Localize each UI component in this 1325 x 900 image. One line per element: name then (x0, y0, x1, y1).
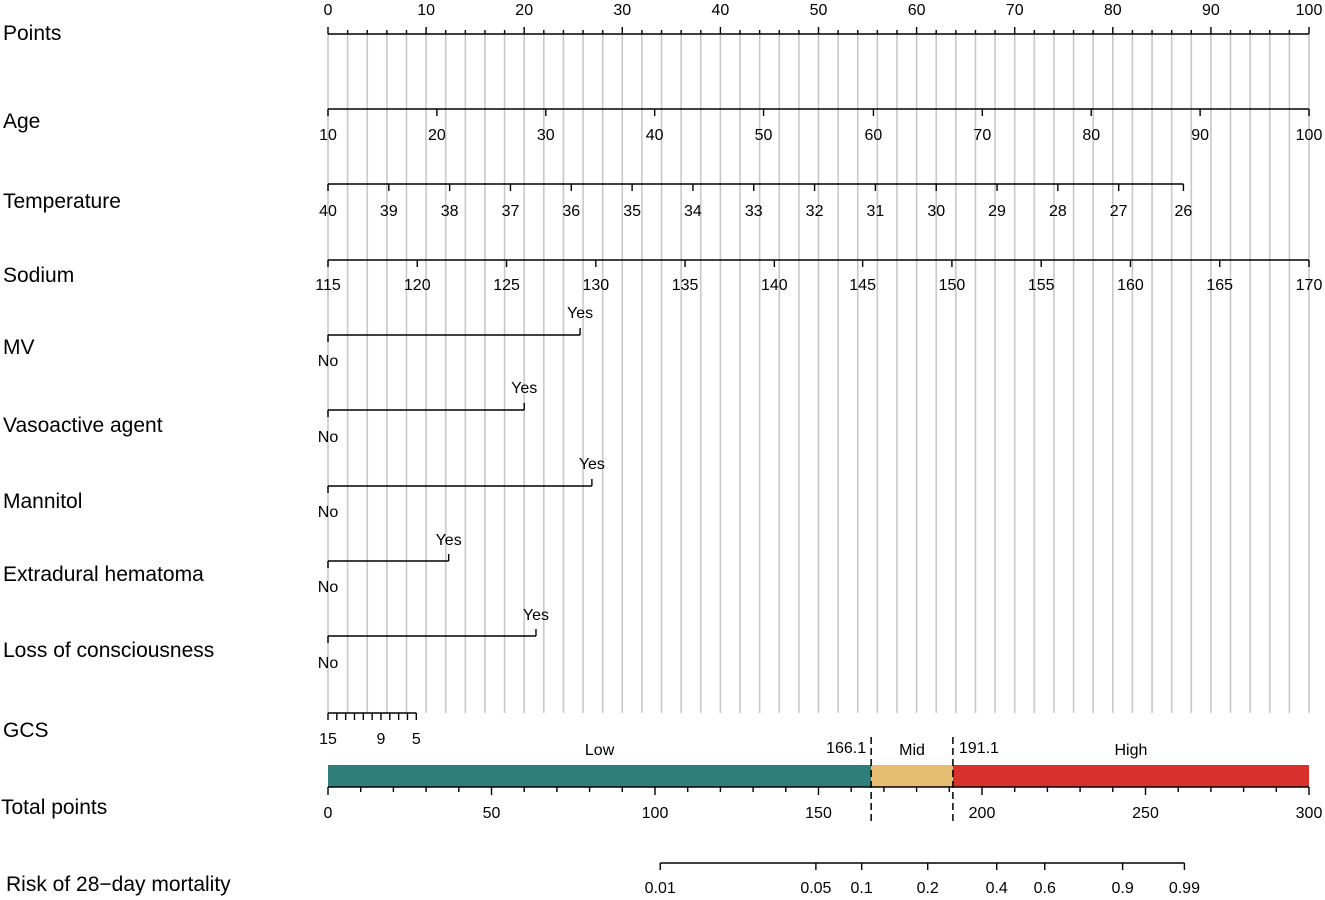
age-tick-label: 20 (427, 127, 446, 144)
cutoff-label: 191.1 (958, 740, 999, 757)
risk-tick-label: 0.6 (1033, 880, 1056, 897)
mannitol-no-label: No (317, 504, 339, 521)
sodium-tick-label: 125 (493, 277, 520, 294)
points-tick-label: 60 (907, 2, 926, 19)
sodium-tick-label: 145 (849, 277, 876, 294)
cutoff-label: 166.1 (826, 740, 867, 757)
temperature-tick-label: 32 (805, 203, 824, 220)
points-tick-label: 30 (613, 2, 632, 19)
vasoactive-agent-no-label: No (317, 429, 339, 446)
sodium-tick-label: 130 (582, 277, 610, 294)
mv-label: MV (3, 336, 35, 359)
age-tick-label: 40 (645, 127, 664, 144)
points-tick-label: 20 (515, 2, 534, 19)
age-tick-label: 70 (973, 127, 992, 144)
extradural-hematoma-label: Extradural hematoma (3, 563, 204, 586)
mv-yes-label: Yes (567, 305, 594, 322)
risk-group-high-label: High (1114, 742, 1148, 759)
points-tick-label: 90 (1202, 2, 1220, 19)
temperature-tick-label: 29 (988, 203, 1006, 220)
risk-tick-label: 0.05 (800, 880, 832, 897)
temperature-tick-label: 40 (319, 203, 337, 220)
temperature-tick-label: 26 (1174, 203, 1193, 220)
points-tick-label: 100 (1295, 2, 1323, 19)
temperature-tick-label: 27 (1109, 203, 1128, 220)
temperature-tick-label: 31 (866, 203, 885, 220)
risk-tick-label: 0.1 (850, 880, 873, 897)
risk-axis-label: Risk of 28−day mortality (6, 873, 231, 896)
points-tick-label: 70 (1005, 2, 1024, 19)
loss-of-consciousness-yes-label: Yes (522, 607, 550, 624)
risk-group-mid-label: Mid (899, 742, 925, 759)
sodium-tick-label: 140 (761, 277, 788, 294)
age-tick-label: 50 (754, 127, 773, 144)
risk-group-mid-bar (871, 765, 953, 787)
sodium-tick-label: 120 (403, 277, 431, 294)
gcs-tick-label: 9 (376, 731, 386, 748)
total-points-label: Total points (1, 796, 108, 819)
risk-tick-label: 0.4 (985, 880, 1008, 897)
age-tick-label: 90 (1191, 127, 1210, 144)
sodium-tick-label: 165 (1206, 277, 1234, 294)
total-tick-label: 0 (323, 805, 333, 822)
total-tick-label: 100 (641, 805, 669, 822)
temperature-tick-label: 38 (440, 203, 459, 220)
extradural-hematoma-yes-label: Yes (435, 532, 462, 549)
points-axis-label: Points (3, 22, 62, 45)
temperature-label: Temperature (3, 190, 121, 213)
temperature-tick-label: 28 (1048, 203, 1067, 220)
sodium-tick-label: 135 (671, 277, 699, 294)
age-tick-label: 100 (1295, 127, 1323, 144)
sodium-tick-label: 150 (938, 277, 966, 294)
temperature-tick-label: 37 (501, 203, 520, 220)
temperature-tick-label: 33 (744, 203, 763, 220)
risk-group-low-label: Low (584, 742, 615, 759)
mv-no-label: No (317, 353, 339, 370)
sodium-tick-label: 170 (1295, 277, 1323, 294)
points-tick-label: 80 (1103, 2, 1122, 19)
mannitol-label: Mannitol (3, 490, 83, 513)
total-tick-label: 250 (1132, 805, 1159, 822)
sodium-tick-label: 160 (1117, 277, 1144, 294)
extradural-hematoma-no-label: No (317, 579, 339, 596)
total-points-section (1, 737, 1322, 897)
age-tick-label: 30 (536, 127, 555, 144)
age-label: Age (3, 110, 41, 133)
total-tick-label: 300 (1295, 805, 1323, 822)
age-tick-label: 80 (1082, 127, 1101, 144)
total-tick-label: 50 (482, 805, 501, 822)
mannitol-yes-label: Yes (578, 456, 605, 473)
age-tick-label: 10 (319, 127, 337, 144)
risk-tick-label: 0.9 (1111, 880, 1134, 897)
risk-tick-label: 0.01 (644, 880, 676, 897)
temperature-tick-label: 35 (623, 203, 642, 220)
loss-of-consciousness-label: Loss of consciousness (3, 639, 215, 662)
sodium-tick-label: 115 (315, 277, 341, 294)
risk-tick-label: 0.99 (1168, 880, 1200, 897)
vasoactive-agent-label: Vasoactive agent (3, 414, 163, 437)
total-tick-label: 150 (805, 805, 832, 822)
gcs-tick-label: 5 (411, 731, 421, 748)
points-tick-label: 50 (809, 2, 828, 19)
gcs-label: GCS (3, 719, 49, 742)
gcs-tick-label: 15 (319, 731, 337, 748)
vasoactive-agent-yes-label: Yes (511, 380, 538, 397)
predictor-rows (3, 2, 1322, 748)
sodium-tick-label: 155 (1027, 277, 1055, 294)
points-tick-label: 0 (323, 2, 333, 19)
total-tick-label: 200 (968, 805, 996, 822)
temperature-tick-label: 36 (562, 203, 581, 220)
risk-group-high-bar (953, 765, 1309, 787)
loss-of-consciousness-no-label: No (317, 655, 339, 672)
sodium-label: Sodium (3, 264, 75, 287)
risk-group-low-bar (328, 765, 871, 787)
temperature-tick-label: 39 (379, 203, 398, 220)
gridlines (328, 34, 1309, 713)
risk-tick-label: 0.2 (916, 880, 939, 897)
points-tick-label: 40 (711, 2, 730, 19)
temperature-tick-label: 30 (927, 203, 946, 220)
points-tick-label: 10 (417, 2, 435, 19)
temperature-tick-label: 34 (684, 203, 702, 220)
age-tick-label: 60 (864, 127, 883, 144)
